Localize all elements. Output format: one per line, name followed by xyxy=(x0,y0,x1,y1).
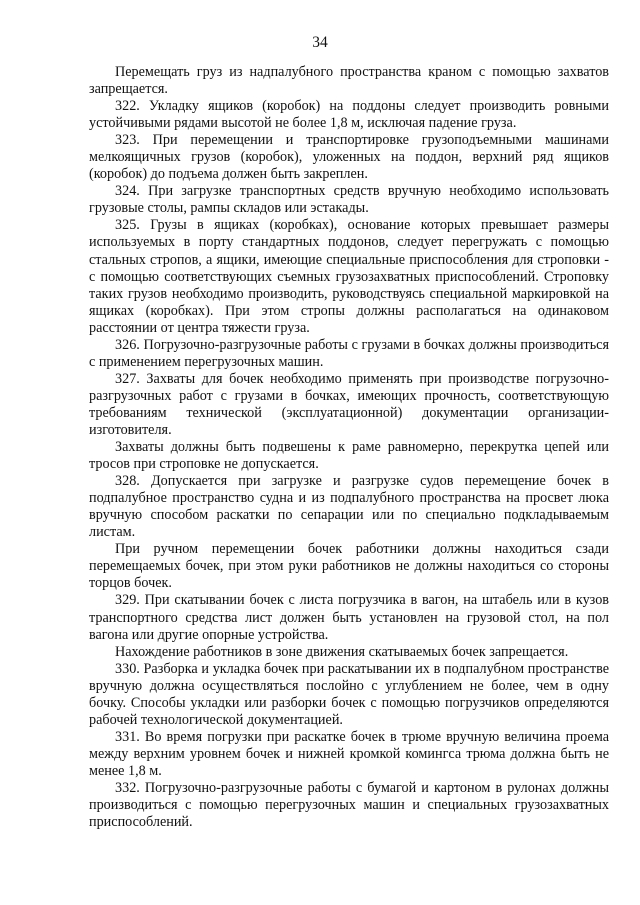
paragraph-328: 328. Допускается при загрузке и разгрузке судов перемещение бочек в подпалубное пространство судна и из подпалубного пространства на просвет люка вручную способом раскатки по сепарации или по специально подкладываемым листам. xyxy=(89,473,609,541)
paragraph-327: 327. Захваты для бочек необходимо применять при производстве погрузочно-разгрузочных работ с грузами в бочках, имеющих прочность, соответствующую требованиям технической (эксплуатационной) документации организации-изготовителя. xyxy=(89,370,609,438)
paragraph-329: 329. При скатывании бочек с листа погрузчика в вагон, на штабель или в кузов транспортного средства лист должен быть установлен на грузовой стол, на пол вагона или другие опорные устройства. xyxy=(89,592,609,643)
paragraph: Захваты должны быть подвешены к раме равномерно, перекрутка цепей или тросов при строповке не допускается. xyxy=(89,439,609,473)
paragraph: Нахождение работников в зоне движения скатываемых бочек запрещается. xyxy=(115,643,569,660)
paragraph: При ручном перемещении бочек работники должны находиться сзади перемещаемых бочек, при этом руки работников не должны находиться со стороны торцов бочек. xyxy=(89,541,609,592)
paragraph-325: 325. Грузы в ящиках (коробках), основание которых превышает размеры используемых в порту стандартных поддонов, следует перегружать с помощью стальных стропов, а ящики, имеющие специальные приспособления для строповки - с помощью соответствующих съемных грузозахватных приспособлений. Строповку таких грузов необходимо производить, руководствуясь специальной маркировкой на ящиках (коробках). При этом стропы должны располагаться на одинаковом расстоянии от центра тяжести груза. xyxy=(89,217,609,336)
paragraph-326: 326. Погрузочно-разгрузочные работы с грузами в бочках должны производиться с применением перегрузочных машин. xyxy=(89,336,609,370)
paragraph: Перемещать груз из надпалубного пространства краном с помощью захватов запрещается. xyxy=(89,64,609,98)
document-body xyxy=(89,64,609,831)
paragraph-330: 330. Разборка и укладка бочек при раскатывании их в подпалубном пространстве вручную должна осуществляться послойно с углублением не более, чем в одну бочку. Способы укладки или разборки бочек с помощью погрузчиков определяются рабочей технологической документацией. xyxy=(89,660,609,728)
paragraph-322: 322. Укладку ящиков (коробок) на поддоны следует производить ровными устойчивыми рядами высотой не более 1,8 м, исключая падение груза. xyxy=(89,98,609,132)
paragraph-332: 332. Погрузочно-разгрузочные работы с бумагой и картоном в рулонах должны производиться с помощью перегрузочных машин и специальных грузозахватных приспособлений. xyxy=(89,779,609,831)
page-number: 34 xyxy=(312,34,328,51)
paragraph-331: 331. Во время погрузки при раскатке бочек в трюме вручную величина проема между верхним уровнем бочек и нижней кромкой комингса трюма должна быть не менее 1,8 м. xyxy=(89,728,609,779)
paragraph-324: 324. При загрузке транспортных средств вручную необходимо использовать грузовые столы, рампы складов или эстакады. xyxy=(89,183,609,217)
paragraph-323: 323. При перемещении и транспортировке грузоподъемными машинами мелкоящичных грузов (коробок), уложенных на поддон, верхний ряд ящиков (коробок) до подъема должен быть закреплен. xyxy=(89,132,609,183)
